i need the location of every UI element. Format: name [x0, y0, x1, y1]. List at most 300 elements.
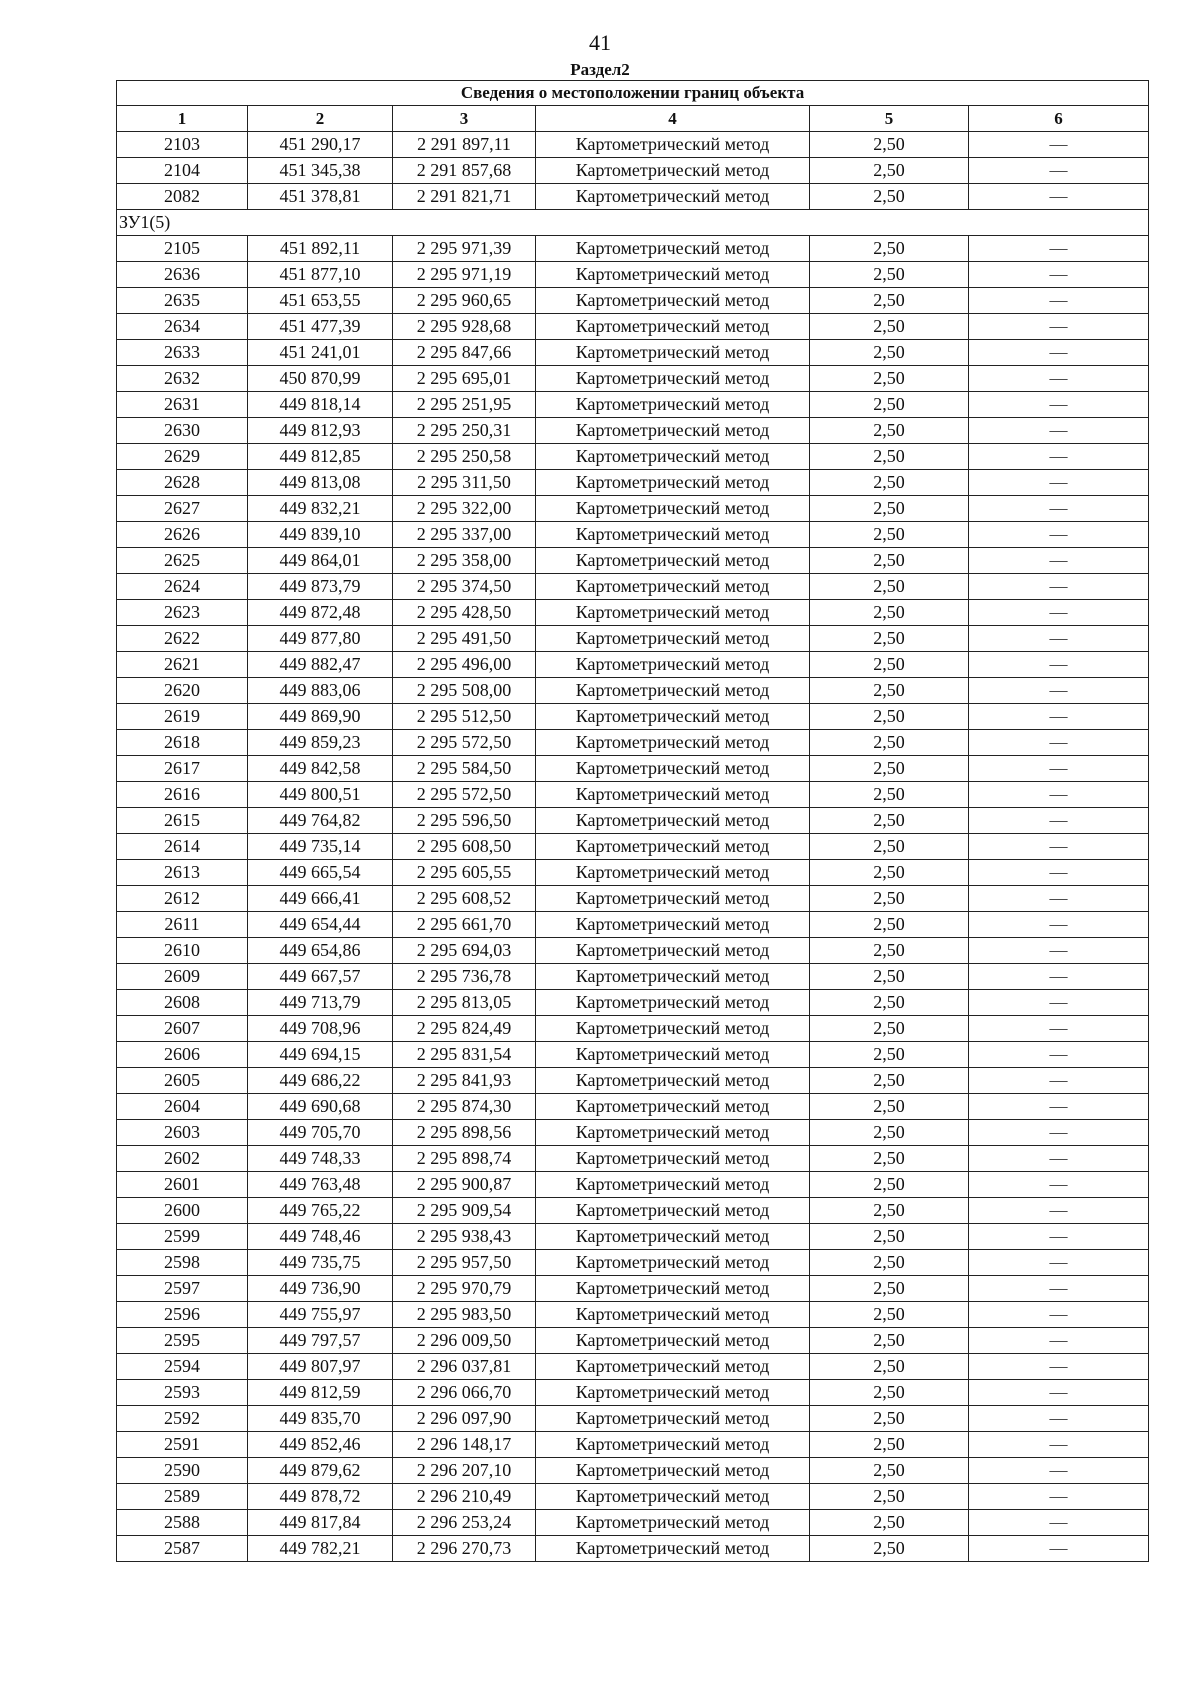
cell-point-number: 2105 [117, 236, 248, 262]
cell-coord-y: 2 295 831,54 [393, 1042, 536, 1068]
cell-coord-y: 2 295 970,79 [393, 1276, 536, 1302]
cell-accuracy: 2,50 [810, 366, 969, 392]
cell-description: — [969, 626, 1149, 652]
cell-coord-y: 2 296 253,24 [393, 1510, 536, 1536]
cell-accuracy: 2,50 [810, 652, 969, 678]
table-row [117, 444, 1149, 470]
cell-accuracy: 2,50 [810, 782, 969, 808]
cell-description: — [969, 782, 1149, 808]
cell-accuracy: 2,50 [810, 548, 969, 574]
cell-coord-y: 2 296 066,70 [393, 1380, 536, 1406]
cell-point-number: 2104 [117, 158, 248, 184]
cell-description: — [969, 756, 1149, 782]
cell-coord-y: 2 295 909,54 [393, 1198, 536, 1224]
cell-accuracy: 2,50 [810, 1302, 969, 1328]
cell-description: — [969, 548, 1149, 574]
cell-accuracy: 2,50 [810, 938, 969, 964]
cell-coord-x: 451 378,81 [248, 184, 393, 210]
table-row [117, 1432, 1149, 1458]
cell-description: — [969, 912, 1149, 938]
cell-accuracy: 2,50 [810, 678, 969, 704]
cell-method: Картометрический метод [536, 470, 810, 496]
cell-coord-y: 2 296 037,81 [393, 1354, 536, 1380]
table-row [117, 158, 1149, 184]
cell-accuracy: 2,50 [810, 444, 969, 470]
cell-point-number: 2593 [117, 1380, 248, 1406]
table-row [117, 1120, 1149, 1146]
cell-coord-y: 2 295 428,50 [393, 600, 536, 626]
cell-description: — [969, 1458, 1149, 1484]
column-header-row [117, 106, 1149, 132]
cell-coord-y: 2 295 596,50 [393, 808, 536, 834]
cell-accuracy: 2,50 [810, 392, 969, 418]
table-row [117, 1458, 1149, 1484]
cell-method: Картометрический метод [536, 1120, 810, 1146]
cell-coord-x: 449 818,14 [248, 392, 393, 418]
table-row [117, 132, 1149, 158]
cell-coord-y: 2 295 813,05 [393, 990, 536, 1016]
table-row [117, 1094, 1149, 1120]
cell-point-number: 2627 [117, 496, 248, 522]
cell-accuracy: 2,50 [810, 262, 969, 288]
cell-method: Картометрический метод [536, 1510, 810, 1536]
table-row [117, 912, 1149, 938]
cell-point-number: 2620 [117, 678, 248, 704]
cell-description: — [969, 522, 1149, 548]
table-row [117, 1354, 1149, 1380]
column-header: 2 [248, 106, 393, 132]
cell-description: — [969, 158, 1149, 184]
cell-coord-y: 2 295 824,49 [393, 1016, 536, 1042]
cell-method: Картометрический метод [536, 548, 810, 574]
cell-description: — [969, 184, 1149, 210]
table-row [117, 964, 1149, 990]
cell-description: — [969, 1224, 1149, 1250]
cell-coord-x: 449 877,80 [248, 626, 393, 652]
cell-accuracy: 2,50 [810, 1250, 969, 1276]
cell-coord-y: 2 296 097,90 [393, 1406, 536, 1432]
cell-point-number: 2632 [117, 366, 248, 392]
cell-coord-x: 451 653,55 [248, 288, 393, 314]
cell-coord-x: 451 892,11 [248, 236, 393, 262]
group-label: ЗУ1(5) [117, 210, 1149, 236]
cell-description: — [969, 470, 1149, 496]
cell-coord-x: 449 705,70 [248, 1120, 393, 1146]
cell-point-number: 2597 [117, 1276, 248, 1302]
cell-coord-x: 449 812,59 [248, 1380, 393, 1406]
cell-accuracy: 2,50 [810, 496, 969, 522]
cell-coord-y: 2 296 207,10 [393, 1458, 536, 1484]
cell-coord-x: 449 666,41 [248, 886, 393, 912]
cell-accuracy: 2,50 [810, 756, 969, 782]
cell-coord-x: 449 869,90 [248, 704, 393, 730]
table-row [117, 860, 1149, 886]
cell-accuracy: 2,50 [810, 626, 969, 652]
cell-coord-y: 2 295 374,50 [393, 574, 536, 600]
cell-description: — [969, 808, 1149, 834]
table-row [117, 262, 1149, 288]
table-row [117, 626, 1149, 652]
column-header: 4 [536, 106, 810, 132]
cell-coord-y: 2 295 512,50 [393, 704, 536, 730]
cell-method: Картометрический метод [536, 1458, 810, 1484]
cell-coord-y: 2 296 148,17 [393, 1432, 536, 1458]
cell-coord-x: 449 782,21 [248, 1536, 393, 1562]
cell-description: — [969, 288, 1149, 314]
cell-point-number: 2612 [117, 886, 248, 912]
cell-point-number: 2594 [117, 1354, 248, 1380]
table-row [117, 782, 1149, 808]
cell-description: — [969, 1302, 1149, 1328]
table-row [117, 574, 1149, 600]
cell-coord-x: 449 667,57 [248, 964, 393, 990]
cell-coord-x: 449 748,46 [248, 1224, 393, 1250]
page-number: 41 [589, 30, 611, 55]
cell-description: — [969, 1276, 1149, 1302]
cell-coord-x: 449 873,79 [248, 574, 393, 600]
cell-accuracy: 2,50 [810, 1458, 969, 1484]
cell-coord-x: 449 839,10 [248, 522, 393, 548]
cell-coord-x: 449 812,93 [248, 418, 393, 444]
cell-coord-x: 449 797,57 [248, 1328, 393, 1354]
cell-point-number: 2616 [117, 782, 248, 808]
cell-method: Картометрический метод [536, 834, 810, 860]
cell-description: — [969, 392, 1149, 418]
cell-method: Картометрический метод [536, 262, 810, 288]
cell-method: Картометрический метод [536, 1536, 810, 1562]
table-row [117, 1042, 1149, 1068]
cell-accuracy: 2,50 [810, 288, 969, 314]
cell-method: Картометрический метод [536, 1484, 810, 1510]
cell-coord-x: 451 877,10 [248, 262, 393, 288]
cell-method: Картометрический метод [536, 1198, 810, 1224]
cell-coord-y: 2 296 270,73 [393, 1536, 536, 1562]
table-row [117, 236, 1149, 262]
cell-coord-x: 449 654,44 [248, 912, 393, 938]
cell-accuracy: 2,50 [810, 132, 969, 158]
cell-point-number: 2604 [117, 1094, 248, 1120]
cell-description: — [969, 340, 1149, 366]
table-row [117, 600, 1149, 626]
cell-method: Картометрический метод [536, 626, 810, 652]
table-row [117, 704, 1149, 730]
cell-coord-x: 449 832,21 [248, 496, 393, 522]
cell-point-number: 2618 [117, 730, 248, 756]
table-row [117, 470, 1149, 496]
cell-method: Картометрический метод [536, 886, 810, 912]
cell-method: Картометрический метод [536, 1432, 810, 1458]
cell-description: — [969, 1510, 1149, 1536]
cell-method: Картометрический метод [536, 860, 810, 886]
cell-method: Картометрический метод [536, 288, 810, 314]
cell-coord-y: 2 291 857,68 [393, 158, 536, 184]
table-row [117, 1224, 1149, 1250]
cell-description: — [969, 1432, 1149, 1458]
cell-coord-x: 449 735,75 [248, 1250, 393, 1276]
cell-description: — [969, 730, 1149, 756]
table-row [117, 1510, 1149, 1536]
cell-accuracy: 2,50 [810, 1484, 969, 1510]
column-header: 1 [117, 106, 248, 132]
cell-description: — [969, 1094, 1149, 1120]
cell-coord-y: 2 295 250,31 [393, 418, 536, 444]
cell-point-number: 2634 [117, 314, 248, 340]
table-row [117, 314, 1149, 340]
table-row [117, 288, 1149, 314]
cell-accuracy: 2,50 [810, 418, 969, 444]
cell-point-number: 2590 [117, 1458, 248, 1484]
cell-description: — [969, 444, 1149, 470]
cell-coord-y: 2 296 210,49 [393, 1484, 536, 1510]
cell-method: Картометрический метод [536, 184, 810, 210]
table-row [117, 1016, 1149, 1042]
cell-description: — [969, 418, 1149, 444]
cell-method: Картометрический метод [536, 808, 810, 834]
cell-coord-y: 2 295 874,30 [393, 1094, 536, 1120]
cell-method: Картометрический метод [536, 678, 810, 704]
table-row [117, 652, 1149, 678]
table-row [117, 1146, 1149, 1172]
cell-coord-x: 449 665,54 [248, 860, 393, 886]
cell-description: — [969, 1328, 1149, 1354]
cell-method: Картометрический метод [536, 912, 810, 938]
cell-description: — [969, 496, 1149, 522]
cell-point-number: 2613 [117, 860, 248, 886]
cell-coord-y: 2 295 928,68 [393, 314, 536, 340]
cell-coord-x: 449 842,58 [248, 756, 393, 782]
cell-method: Картометрический метод [536, 938, 810, 964]
cell-coord-x: 449 812,85 [248, 444, 393, 470]
table-row [117, 730, 1149, 756]
cell-method: Картометрический метод [536, 158, 810, 184]
cell-accuracy: 2,50 [810, 1198, 969, 1224]
cell-point-number: 2599 [117, 1224, 248, 1250]
cell-point-number: 2587 [117, 1536, 248, 1562]
table-row [117, 1380, 1149, 1406]
cell-accuracy: 2,50 [810, 990, 969, 1016]
cell-description: — [969, 314, 1149, 340]
table-row [117, 418, 1149, 444]
cell-coord-x: 449 817,84 [248, 1510, 393, 1536]
table-row [117, 1172, 1149, 1198]
cell-description: — [969, 1146, 1149, 1172]
cell-method: Картометрический метод [536, 496, 810, 522]
table-row [117, 522, 1149, 548]
cell-method: Картометрический метод [536, 392, 810, 418]
cell-coord-y: 2 295 322,00 [393, 496, 536, 522]
cell-coord-x: 451 241,01 [248, 340, 393, 366]
cell-description: — [969, 600, 1149, 626]
table-row [117, 1484, 1149, 1510]
cell-accuracy: 2,50 [810, 1042, 969, 1068]
cell-accuracy: 2,50 [810, 1536, 969, 1562]
cell-coord-x: 449 859,23 [248, 730, 393, 756]
cell-accuracy: 2,50 [810, 1094, 969, 1120]
cell-method: Картометрический метод [536, 1094, 810, 1120]
cell-coord-y: 2 295 496,00 [393, 652, 536, 678]
cell-coord-x: 449 713,79 [248, 990, 393, 1016]
cell-coord-y: 2 295 694,03 [393, 938, 536, 964]
cell-description: — [969, 1406, 1149, 1432]
cell-coord-x: 449 763,48 [248, 1172, 393, 1198]
cell-point-number: 2628 [117, 470, 248, 496]
cell-accuracy: 2,50 [810, 808, 969, 834]
cell-coord-x: 449 755,97 [248, 1302, 393, 1328]
cell-coord-y: 2 295 983,50 [393, 1302, 536, 1328]
section-title: Раздел2 [570, 60, 630, 79]
cell-description: — [969, 1016, 1149, 1042]
cell-accuracy: 2,50 [810, 704, 969, 730]
cell-method: Картометрический метод [536, 990, 810, 1016]
cell-method: Картометрический метод [536, 314, 810, 340]
cell-method: Картометрический метод [536, 132, 810, 158]
cell-description: — [969, 1354, 1149, 1380]
cell-coord-y: 2 295 971,19 [393, 262, 536, 288]
cell-point-number: 2588 [117, 1510, 248, 1536]
cell-coord-x: 451 290,17 [248, 132, 393, 158]
cell-coord-y: 2 295 841,93 [393, 1068, 536, 1094]
cell-point-number: 2623 [117, 600, 248, 626]
cell-coord-x: 449 690,68 [248, 1094, 393, 1120]
cell-description: — [969, 938, 1149, 964]
cell-method: Картометрический метод [536, 1146, 810, 1172]
cell-accuracy: 2,50 [810, 860, 969, 886]
cell-coord-x: 449 878,72 [248, 1484, 393, 1510]
cell-coord-y: 2 295 957,50 [393, 1250, 536, 1276]
cell-point-number: 2611 [117, 912, 248, 938]
cell-method: Картометрический метод [536, 574, 810, 600]
cell-point-number: 2103 [117, 132, 248, 158]
cell-description: — [969, 236, 1149, 262]
cell-point-number: 2591 [117, 1432, 248, 1458]
column-header: 3 [393, 106, 536, 132]
table-row [117, 392, 1149, 418]
cell-method: Картометрический метод [536, 1068, 810, 1094]
cell-coord-x: 449 736,90 [248, 1276, 393, 1302]
cell-point-number: 2635 [117, 288, 248, 314]
cell-coord-x: 449 764,82 [248, 808, 393, 834]
cell-description: — [969, 834, 1149, 860]
table-row [117, 808, 1149, 834]
cell-coord-y: 2 295 358,00 [393, 548, 536, 574]
cell-accuracy: 2,50 [810, 1276, 969, 1302]
cell-method: Картометрический метод [536, 652, 810, 678]
cell-coord-y: 2 295 508,00 [393, 678, 536, 704]
cell-coord-y: 2 295 250,58 [393, 444, 536, 470]
column-header: 5 [810, 106, 969, 132]
cell-point-number: 2607 [117, 1016, 248, 1042]
cell-method: Картометрический метод [536, 1380, 810, 1406]
cell-point-number: 2624 [117, 574, 248, 600]
cell-method: Картометрический метод [536, 730, 810, 756]
cell-method: Картометрический метод [536, 1224, 810, 1250]
cell-method: Картометрический метод [536, 236, 810, 262]
cell-accuracy: 2,50 [810, 470, 969, 496]
cell-method: Картометрический метод [536, 1172, 810, 1198]
cell-coord-y: 2 295 605,55 [393, 860, 536, 886]
cell-point-number: 2602 [117, 1146, 248, 1172]
table-row [117, 1328, 1149, 1354]
cell-coord-y: 2 295 847,66 [393, 340, 536, 366]
group-header-row [117, 210, 1149, 236]
table-row [117, 1068, 1149, 1094]
table-row [117, 184, 1149, 210]
cell-description: — [969, 366, 1149, 392]
cell-point-number: 2595 [117, 1328, 248, 1354]
cell-coord-x: 449 852,46 [248, 1432, 393, 1458]
cell-coord-x: 449 748,33 [248, 1146, 393, 1172]
cell-point-number: 2600 [117, 1198, 248, 1224]
cell-coord-x: 449 735,14 [248, 834, 393, 860]
cell-point-number: 2617 [117, 756, 248, 782]
cell-point-number: 2630 [117, 418, 248, 444]
cell-coord-x: 449 654,86 [248, 938, 393, 964]
table-row [117, 1536, 1149, 1562]
cell-point-number: 2633 [117, 340, 248, 366]
cell-coord-y: 2 295 608,52 [393, 886, 536, 912]
cell-description: — [969, 678, 1149, 704]
cell-accuracy: 2,50 [810, 1120, 969, 1146]
cell-coord-x: 449 765,22 [248, 1198, 393, 1224]
cell-accuracy: 2,50 [810, 574, 969, 600]
cell-description: — [969, 1484, 1149, 1510]
cell-coord-y: 2 295 572,50 [393, 782, 536, 808]
cell-description: — [969, 1120, 1149, 1146]
cell-accuracy: 2,50 [810, 1172, 969, 1198]
cell-method: Картометрический метод [536, 1250, 810, 1276]
cell-coord-y: 2 295 898,74 [393, 1146, 536, 1172]
cell-method: Картометрический метод [536, 1406, 810, 1432]
table-row [117, 366, 1149, 392]
cell-accuracy: 2,50 [810, 1016, 969, 1042]
cell-point-number: 2614 [117, 834, 248, 860]
cell-coord-x: 449 686,22 [248, 1068, 393, 1094]
cell-point-number: 2629 [117, 444, 248, 470]
boundary-table [116, 80, 1149, 1562]
cell-method: Картометрический метод [536, 600, 810, 626]
cell-point-number: 2610 [117, 938, 248, 964]
cell-accuracy: 2,50 [810, 730, 969, 756]
cell-coord-y: 2 295 608,50 [393, 834, 536, 860]
cell-coord-y: 2 295 251,95 [393, 392, 536, 418]
cell-coord-y: 2 295 661,70 [393, 912, 536, 938]
cell-method: Картометрический метод [536, 964, 810, 990]
cell-point-number: 2598 [117, 1250, 248, 1276]
cell-point-number: 2605 [117, 1068, 248, 1094]
cell-point-number: 2621 [117, 652, 248, 678]
cell-accuracy: 2,50 [810, 1380, 969, 1406]
cell-accuracy: 2,50 [810, 964, 969, 990]
cell-accuracy: 2,50 [810, 340, 969, 366]
table-row [117, 756, 1149, 782]
cell-coord-y: 2 295 736,78 [393, 964, 536, 990]
cell-point-number: 2615 [117, 808, 248, 834]
cell-description: — [969, 1198, 1149, 1224]
cell-method: Картометрический метод [536, 1016, 810, 1042]
cell-description: — [969, 1536, 1149, 1562]
cell-method: Картометрический метод [536, 522, 810, 548]
cell-coord-x: 449 708,96 [248, 1016, 393, 1042]
cell-point-number: 2608 [117, 990, 248, 1016]
cell-point-number: 2622 [117, 626, 248, 652]
cell-accuracy: 2,50 [810, 236, 969, 262]
table-body [117, 132, 1149, 1562]
cell-coord-x: 449 807,97 [248, 1354, 393, 1380]
cell-coord-x: 449 835,70 [248, 1406, 393, 1432]
table-row [117, 834, 1149, 860]
cell-point-number: 2589 [117, 1484, 248, 1510]
table-row [117, 1250, 1149, 1276]
